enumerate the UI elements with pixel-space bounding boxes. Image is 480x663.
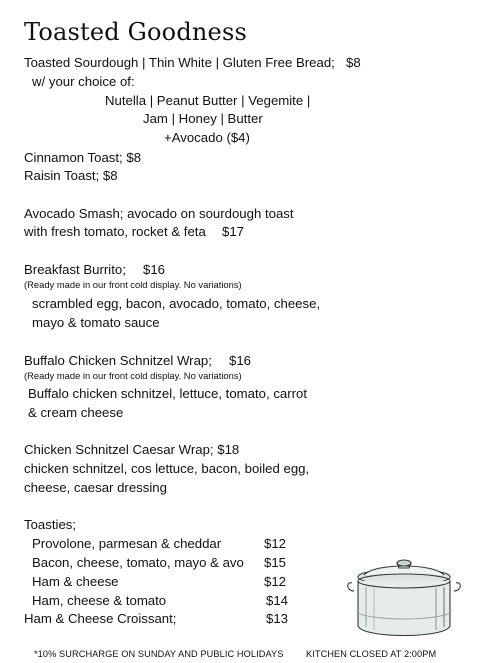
menu-title: Toasted Goodness — [24, 18, 247, 46]
toastie-item-price: $12 — [264, 574, 287, 589]
cooking-pot-icon — [344, 553, 464, 645]
cinnamon-toast: Cinnamon Toast; $8 — [24, 150, 142, 165]
buffalo-wrap-desc2: & cream cheese — [28, 405, 124, 420]
toast-avocado-addon: +Avocado ($4) — [164, 130, 250, 145]
buffalo-wrap-price: $16 — [229, 353, 252, 368]
burrito-price: $16 — [143, 262, 166, 277]
toastie-item-price: $15 — [264, 555, 287, 570]
toastie-item-price: $12 — [264, 536, 287, 551]
toastie-item-price: $14 — [266, 593, 289, 608]
surcharge-note: *10% SURCHARGE ON SUNDAY AND PUBLIC HOLIDAYS — [34, 649, 284, 659]
toast-spreads-1: Nutella | Peanut Butter | Vegemite | — [105, 93, 311, 108]
avocado-smash-line1: Avocado Smash; avocado on sourdough toast — [24, 206, 294, 221]
toastie-item-name: Bacon, cheese, tomato, mayo & avo — [32, 555, 244, 570]
croissant-name: Ham & Cheese Croissant; — [24, 611, 177, 626]
toast-price: $8 — [346, 55, 361, 70]
caesar-wrap-name: Chicken Schnitzel Caesar Wrap; $18 — [24, 442, 240, 457]
toastie-item-name: Provolone, parmesan & cheddar — [32, 536, 222, 551]
croissant-price: $13 — [266, 611, 289, 626]
burrito-note: (Ready made in our front cold display. No variations) — [24, 279, 242, 290]
caesar-wrap-desc2: cheese, caesar dressing — [24, 480, 167, 495]
toastie-item-name: Ham & cheese — [32, 574, 119, 589]
burrito-name: Breakfast Burrito; — [24, 262, 126, 277]
toast-bread-options: Toasted Sourdough | Thin White | Gluten Free Bread; — [24, 55, 335, 70]
raisin-toast: Raisin Toast; $8 — [24, 168, 118, 183]
burrito-desc1: scrambled egg, bacon, avocado, tomato, cheese, — [32, 296, 321, 311]
avocado-smash-price: $17 — [222, 224, 245, 239]
caesar-wrap-desc1: chicken schnitzel, cos lettuce, bacon, boiled egg, — [24, 461, 310, 476]
toast-spreads-2: Jam | Honey | Butter — [143, 111, 263, 126]
kitchen-hours-note: KITCHEN CLOSED AT 2:00PM — [306, 649, 437, 659]
toast-choice-intro: w/ your choice of: — [32, 74, 135, 89]
buffalo-wrap-note: (Ready made in our front cold display. No variations) — [24, 370, 242, 381]
buffalo-wrap-name: Buffalo Chicken Schnitzel Wrap; — [24, 353, 212, 368]
buffalo-wrap-desc1: Buffalo chicken schnitzel, lettuce, tomato, carrot — [28, 386, 308, 401]
avocado-smash-line2: with fresh tomato, rocket & feta — [24, 224, 206, 239]
toastie-item-name: Ham, cheese & tomato — [32, 593, 167, 608]
toasties-heading: Toasties; — [24, 517, 77, 532]
burrito-desc2: mayo & tomato sauce — [32, 315, 160, 330]
